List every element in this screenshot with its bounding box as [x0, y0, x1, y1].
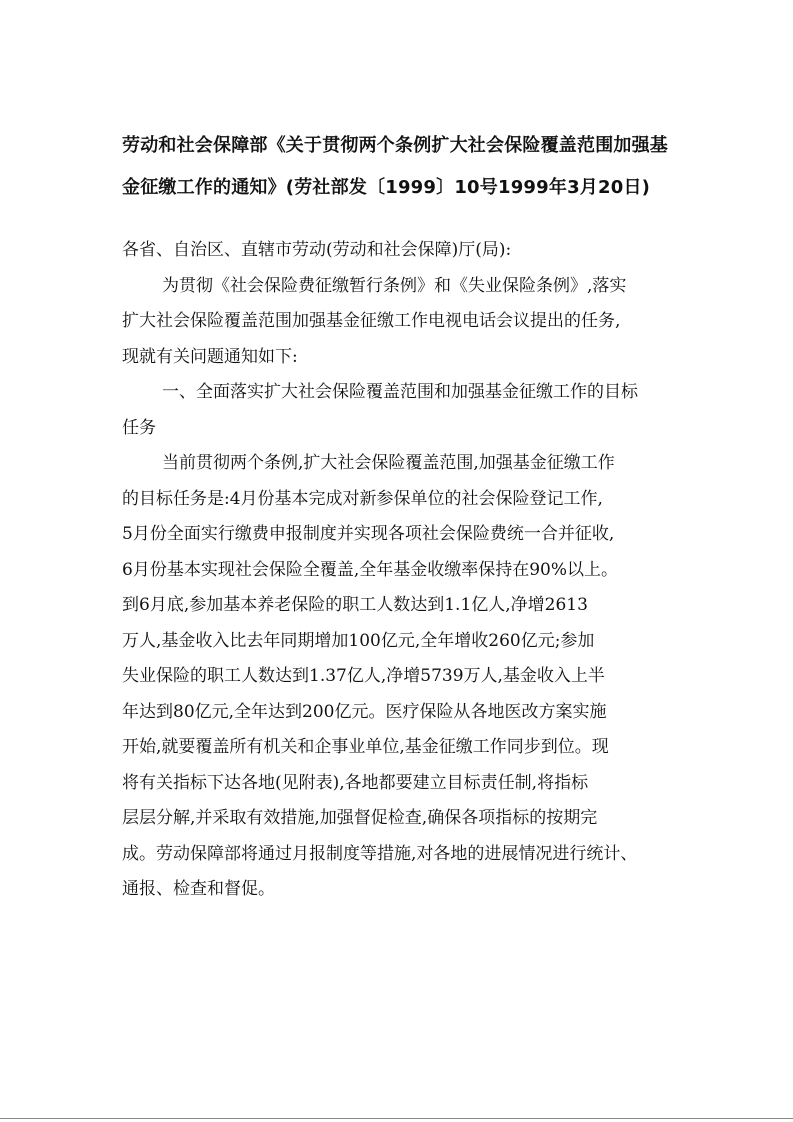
- paragraph-line: 将有关指标下达各地(见附表),各地都要建立目标责任制,将指标: [122, 772, 589, 793]
- salutation: [122, 233, 682, 269]
- section-heading-1: [122, 375, 682, 446]
- paragraph-line: 年达到80亿元,全年达到200亿元。医疗保险从各地医改方案实施: [122, 701, 607, 722]
- paragraph-line: 开始,就要覆盖所有机关和企事业单位,基金征缴工作同步到位。现: [122, 737, 609, 757]
- paragraph-line: 扩大社会保险覆盖范围加强基金征缴工作电视电话会议提出的任务,: [122, 311, 621, 331]
- title-line: 劳动和社会保障部《关于贯彻两个条例扩大社会保险覆盖范围加强基: [122, 135, 668, 156]
- document-body: [122, 233, 682, 908]
- paragraph-line: 为贯彻《社会保险费征缴暂行条例》和《失业保险条例》,落实: [162, 275, 627, 296]
- paragraph-line: 通报、检查和督促。: [122, 879, 275, 899]
- document-title: [122, 125, 682, 209]
- paragraph-line: 5月份全面实行缴费申报制度并实现各项社会保险费统一合并征收,: [122, 524, 615, 544]
- paragraph-line: 到6月底,参加基本养老保险的职工人数达到1.1亿人,净增2613: [122, 595, 588, 615]
- page-bottom-divider: [0, 1118, 793, 1119]
- paragraph-line: 6月份基本实现社会保险全覆盖,全年基金收缴率保持在90%以上。: [122, 559, 619, 580]
- title-line: 金征缴工作的通知》(劳社部发〔1999〕10号1999年3月20日): [122, 177, 651, 198]
- paragraph-line: 当前贯彻两个条例,扩大社会保险覆盖范围,加强基金征缴工作: [162, 453, 615, 473]
- paragraph-line: 现就有关问题通知如下:: [122, 346, 298, 367]
- section-line: 一、全面落实扩大社会保险覆盖范围和加强基金征缴工作的目标: [162, 382, 638, 402]
- paragraph-line: 层层分解,并采取有效措施,加强督促检查,确保各项指标的按期完: [122, 808, 598, 828]
- salutation-line: 各省、自治区、直辖市劳动(劳动和社会保障)厅(局):: [122, 240, 512, 260]
- paragraph-targets: [122, 446, 682, 908]
- section-line: 任务: [122, 417, 156, 438]
- paragraph-line: 的目标任务是:4月份基本完成对新参保单位的社会保险登记工作,: [122, 488, 603, 509]
- paragraph-line: 万人,基金收入比去年同期增加100亿元,全年增收260亿元;参加: [122, 630, 595, 651]
- paragraph-line: 失业保险的职工人数达到1.37亿人,净增5739万人,基金收入上半: [122, 666, 605, 686]
- paragraph-line: 成。劳动保障部将通过月报制度等措施,对各地的进展情况进行统计、: [122, 843, 638, 864]
- paragraph-intro: [122, 269, 682, 376]
